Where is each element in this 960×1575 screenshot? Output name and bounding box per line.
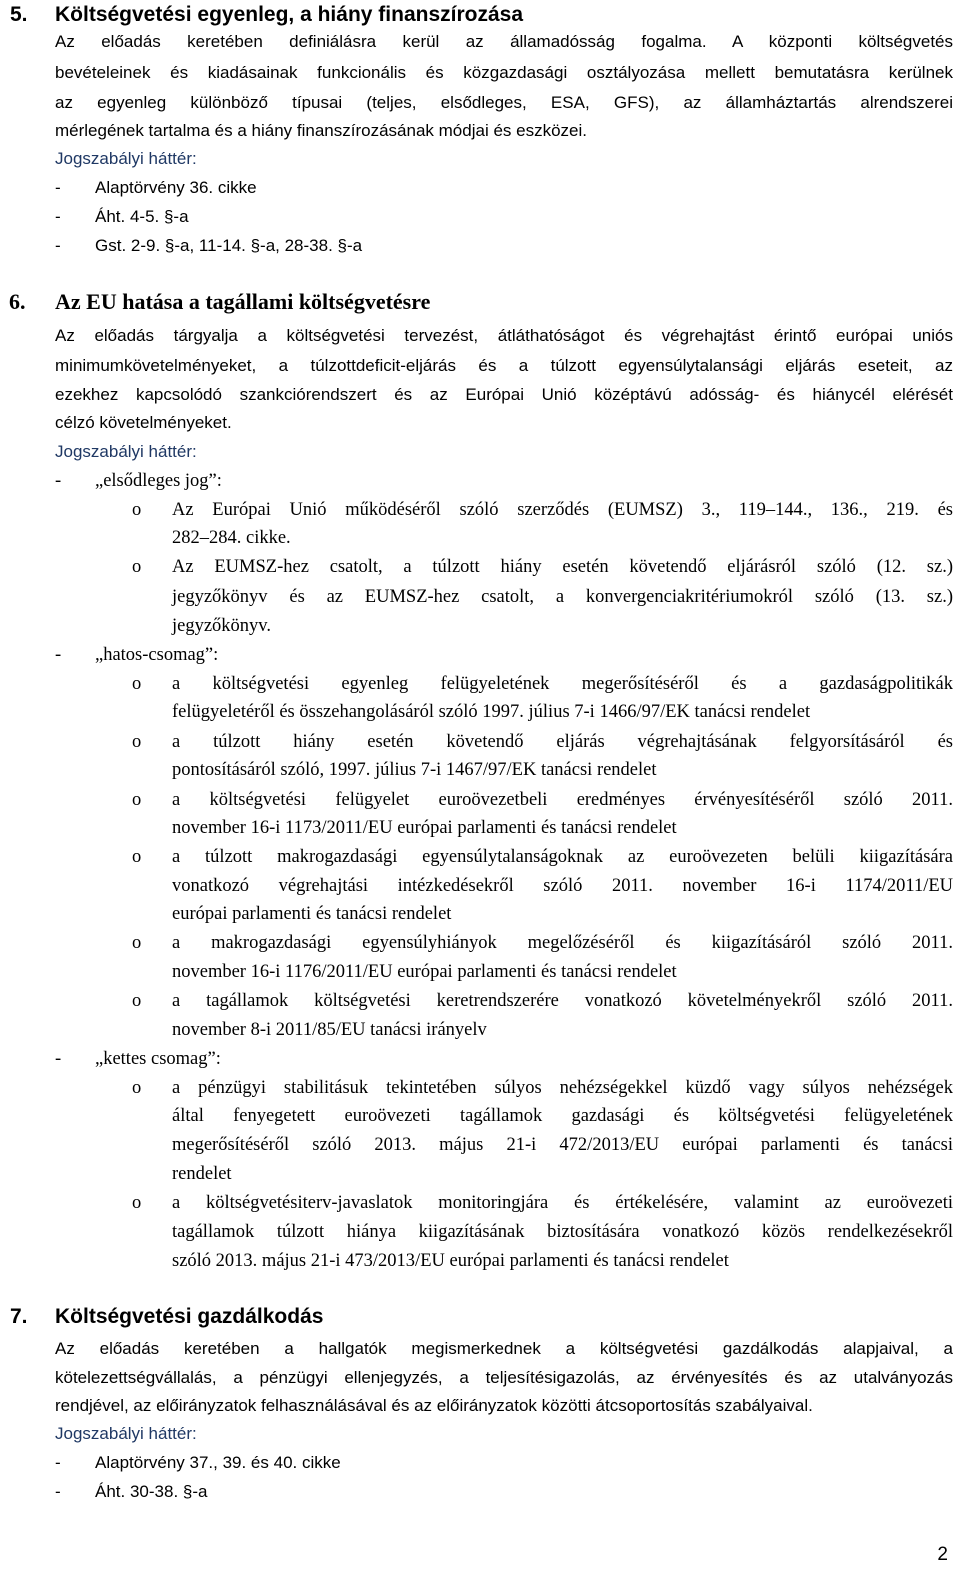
section-7-legal-item: - Áht. 30-38. §-a bbox=[55, 1482, 208, 1501]
section-7-title: Költségvetési gazdálkodás bbox=[55, 1305, 324, 1328]
sub-item-marker: o bbox=[132, 790, 142, 810]
sub-item-line: európai parlamenti és tanácsi rendelet bbox=[172, 904, 452, 924]
page-number: 2 bbox=[937, 1544, 948, 1565]
sub-item-line: a költségvetésiterv-javaslatok monitoringjára és értékelésére, valamint az euroövezeti bbox=[172, 1193, 953, 1213]
sub-item-line: szóló 2013. május 21-i 473/2013/EU európai parlamenti és tanácsi rendelet bbox=[172, 1251, 729, 1271]
section-7-number: 7. bbox=[10, 1305, 28, 1328]
section-7-legal-item: - Alaptörvény 37., 39. és 40. cikke bbox=[55, 1453, 341, 1472]
section-6-paragraph-line: minimumkövetelményeket, a túlzottdeficit-eljárás és a túlzott egyensúlytalansági eljárás eseteit, az bbox=[55, 356, 953, 375]
section-5-legal-item: - Áht. 4-5. §-a bbox=[55, 207, 189, 226]
sub-item-line: a költségvetési felügyelet euroövezetbeli eredményes érvényesítéséről szóló 2011. bbox=[172, 790, 953, 810]
sub-item-line: jegyzőkönyv és az EUMSZ-hez csatolt, a konvergenciakritériumokról szóló (13. sz.) bbox=[172, 587, 953, 607]
sub-item-line: 282–284. cikke. bbox=[172, 528, 291, 548]
section-6-number: 6. bbox=[9, 289, 26, 314]
sub-item-marker: o bbox=[132, 674, 142, 694]
section-6-paragraph-line: célzó követelményeket. bbox=[55, 413, 232, 432]
sub-item-line: november 16-i 1176/2011/EU európai parlamenti és tanácsi rendelet bbox=[172, 962, 677, 982]
section-6-paragraph-line: ezekhez kapcsolódó szankciórendszert és az Európai Unió középtávú adósság- és hiánycél elérését bbox=[55, 385, 953, 404]
section-7-heading bbox=[10, 1304, 323, 1330]
section-5-heading bbox=[10, 2, 523, 28]
sub-item-line: felügyeletéről és összehangolásáról szóló 1997. július 7-i 1466/97/EK tanácsi rendelet bbox=[172, 702, 811, 722]
sub-item-marker: o bbox=[132, 1193, 142, 1213]
sub-item-line: által fenyegetett euroövezeti tagállamok gazdasági és költségvetési felügyeletének bbox=[172, 1106, 953, 1126]
section-6-legal-label: Jogszabályi háttér: bbox=[55, 442, 197, 461]
sub-item-line: a túlzott hiány esetén követendő eljárás végrehajtásának felgyorsításáról és bbox=[172, 732, 953, 752]
sub-item-line: november 8-i 2011/85/EU tanácsi irányelv bbox=[172, 1020, 487, 1040]
sub-item-line: a pénzügyi stabilitásuk tekintetében súlyos nehézségekkel küzdő vagy súlyos nehézségek bbox=[172, 1078, 953, 1098]
section-7-paragraph-line: Az előadás keretében a hallgatók megismerkednek a költségvetési gazdálkodás alapjaival, a bbox=[55, 1339, 953, 1358]
sub-item-marker: o bbox=[132, 1078, 142, 1098]
sub-item-line: Az Európai Unió működéséről szóló szerződés (EUMSZ) 3., 119–144., 136., 219. és bbox=[172, 500, 953, 520]
sub-item-marker: o bbox=[132, 557, 142, 577]
sub-item-line: a túlzott makrogazdasági egyensúlytalanságoknak az euroövezeten belüli kiigazítására bbox=[172, 847, 953, 867]
section-7-legal-label: Jogszabályi háttér: bbox=[55, 1424, 197, 1443]
section-5-legal-label: Jogszabályi háttér: bbox=[55, 149, 197, 168]
section-5-paragraph-line: bevételeinek és kiadásainak funkcionális és közgazdasági osztályozása mellett bemutatásra kerülnek bbox=[55, 63, 953, 82]
section-7-paragraph-line: rendjével, az előirányzatok felhasználásával és az előirányzatok közötti átcsoportosítás szabályaival. bbox=[55, 1396, 813, 1415]
section-7-paragraph-line: kötelezettségvállalás, a pénzügyi ellenjegyzés, a teljesítésigazolás, az érvényesítés és az utalványozás bbox=[55, 1368, 953, 1387]
sub-item-marker: o bbox=[132, 500, 142, 520]
section-5-legal-item: - Alaptörvény 36. cikke bbox=[55, 178, 257, 197]
sub-item-line: november 16-i 1173/2011/EU európai parlamenti és tanácsi rendelet bbox=[172, 818, 677, 838]
legal-group-primary-law: - „elsődleges jog”: bbox=[55, 471, 222, 491]
section-5-legal-item: - Gst. 2-9. §-a, 11-14. §-a, 28-38. §-a bbox=[55, 236, 363, 255]
section-5-paragraph-line: Az előadás keretében definiálásra kerül az államadósság fogalma. A központi költségvetés bbox=[55, 32, 953, 51]
section-5-number: 5. bbox=[10, 3, 28, 26]
section-6-title: Az EU hatása a tagállami költségvetésre bbox=[55, 289, 431, 314]
sub-item-marker: o bbox=[132, 933, 142, 953]
sub-item-line: megerősítéséről szóló 2013. május 21-i 472/2013/EU európai parlamenti és tanácsi bbox=[172, 1135, 953, 1155]
legal-group-six-pack: - „hatos-csomag”: bbox=[55, 645, 219, 665]
sub-item-line: rendelet bbox=[172, 1164, 232, 1184]
sub-item-line: Az EUMSZ-hez csatolt, a túlzott hiány esetén követendő eljárásról szóló (12. sz.) bbox=[172, 557, 953, 577]
legal-group-two-pack: - „kettes csomag”: bbox=[55, 1049, 221, 1069]
section-6-heading bbox=[9, 289, 430, 315]
sub-item-line: tagállamok túlzott hiánya kiigazításának biztosítására vonatkozó közös rendelkezésekről bbox=[172, 1222, 953, 1242]
section-5-paragraph-line: az egyenleg különböző típusai (teljes, elsődleges, ESA, GFS), az államháztartás alrendszerei bbox=[55, 93, 953, 112]
sub-item-line: a költségvetési egyenleg felügyeletének megerősítéséről és a gazdaságpolitikák bbox=[172, 674, 953, 694]
sub-item-marker: o bbox=[132, 991, 142, 1011]
section-5-title: Költségvetési egyenleg, a hiány finanszírozása bbox=[55, 3, 523, 26]
sub-item-line: a makrogazdasági egyensúlyhiányok megelőzéséről és kiigazításáról szóló 2011. bbox=[172, 933, 953, 953]
section-5-paragraph-line: mérlegének tartalma és a hiány finanszírozásának módjai és eszközei. bbox=[55, 121, 587, 140]
sub-item-line: jegyzőkönyv. bbox=[172, 616, 271, 636]
sub-item-marker: o bbox=[132, 732, 142, 752]
sub-item-line: a tagállamok költségvetési keretrendszerére vonatkozó követelményekről szóló 2011. bbox=[172, 991, 953, 1011]
sub-item-line: pontosításáról szóló, 1997. július 7-i 1467/97/EK tanácsi rendelet bbox=[172, 760, 657, 780]
section-6-paragraph-line: Az előadás tárgyalja a költségvetési tervezést, átláthatóságot és végrehajtást érintő európai uniós bbox=[55, 326, 953, 345]
sub-item-line: vonatkozó végrehajtási intézkedésekről szóló 2011. november 16-i 1174/2011/EU bbox=[172, 876, 953, 896]
sub-item-marker: o bbox=[132, 847, 142, 867]
